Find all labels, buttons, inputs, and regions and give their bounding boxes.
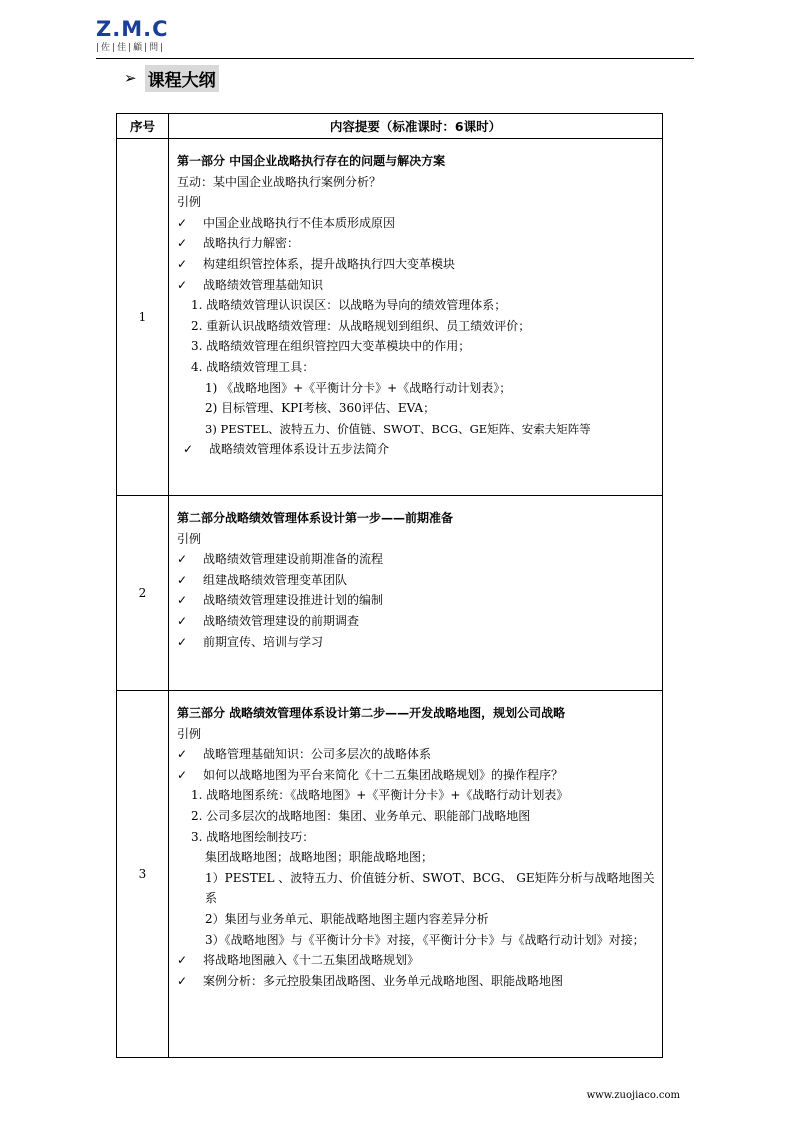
list-item: ✓ 战略绩效管理基础知识	[177, 275, 656, 296]
numbered-item: 4. 战略绩效管理工具：	[191, 359, 315, 374]
list-item: ✓ 中国企业战略执行不佳本质形成原因	[177, 213, 656, 234]
check-icon: ✓	[177, 613, 188, 628]
check-icon: ✓	[183, 442, 194, 457]
list-item: ✓ 如何以战略地图为平台来简化《十二五集团战略规划》的操作程序？	[177, 765, 656, 786]
check-icon: ✓	[177, 572, 188, 587]
check-icon: ✓	[177, 277, 188, 292]
tool-item: 3) PESTEL、波特五力、价值链、SWOT、BCG、GE矩阵、安索夫矩阵等	[205, 421, 591, 436]
header-content: 内容提要（标准课时：6课时）	[169, 114, 663, 139]
row-content	[169, 691, 663, 1058]
footer-url: www.zuojiaco.com	[586, 1090, 680, 1101]
row-content	[169, 139, 663, 496]
sub-item: 2）集团与业务单元、职能战略地图主题内容差异分析	[205, 911, 489, 926]
sub-item: 3）《战略地图》与《平衡计分卡》对接，《平衡计分卡》与《战略行动计划》对接；	[205, 932, 645, 947]
list-item: ✓ 案例分析：多元控股集团战略图、业务单元战略地图、职能战略地图	[177, 971, 656, 992]
numbered-item: 2. 重新认识战略绩效管理：从战略规划到组织、员工绩效评价；	[191, 318, 531, 333]
part-title: 第二部分战略绩效管理体系设计第一步——前期准备	[177, 511, 454, 525]
numbered-item: 3. 战略绩效管理在组织管控四大变革模块中的作用；	[191, 339, 471, 354]
table-header-row	[117, 114, 663, 139]
table-row	[117, 691, 663, 1058]
table-row	[117, 496, 663, 691]
numbered-item: 2. 公司多层次的战略地图：集团、业务单元、职能部门战略地图	[191, 808, 531, 823]
part-title: 第一部分 中国企业战略执行存在的问题与解决方案	[177, 154, 446, 168]
table-row	[117, 139, 663, 496]
list-item: ✓ 战略绩效管理建设推进计划的编制	[177, 590, 656, 611]
course-outline-table	[116, 113, 663, 1058]
row-content	[169, 496, 663, 691]
list-item: ✓ 战略绩效管理建设前期准备的流程	[177, 549, 656, 570]
row-number: 3	[117, 691, 169, 1058]
list-item: ✓ 战略执行力解密：	[177, 233, 656, 254]
list-item: ✓ 构建组织管控体系，提升战略执行四大变革模块	[177, 254, 656, 275]
check-icon: ✓	[177, 593, 188, 608]
check-icon: ✓	[177, 767, 188, 782]
section-heading	[124, 66, 219, 90]
list-item: ✓ 战略绩效管理建设的前期调查	[177, 611, 656, 632]
list-item: ✓ 前期宣传、培训与学习	[177, 632, 656, 653]
page-title: 课程大纲	[145, 65, 219, 92]
check-icon: ✓	[177, 634, 188, 649]
numbered-item: 3. 战略地图绘制技巧：	[191, 829, 315, 844]
list-item: ✓ 组建战略绩效管理变革团队	[177, 570, 656, 591]
intro-label: 引例	[177, 726, 202, 741]
arrow-bullet-icon: ➢	[124, 69, 137, 87]
logo-text: Z.M.C	[96, 17, 169, 41]
check-icon: ✓	[177, 953, 188, 968]
logo-subtext: |佐|佳|顧|問|	[96, 43, 166, 53]
sub-item: 集团战略地图；战略地图；职能战略地图；	[205, 850, 434, 865]
check-icon: ✓	[177, 236, 188, 251]
list-item: ✓ 将战略地图融入《十二五集团战略规划》	[177, 950, 656, 971]
check-icon: ✓	[177, 973, 188, 988]
intro-label: 引例	[177, 531, 202, 546]
list-item: ✓ 战略管理基础知识：公司多层次的战略体系	[177, 744, 656, 765]
part-title: 第三部分 战略绩效管理体系设计第二步——开发战略地图，规划公司战略	[177, 706, 566, 720]
numbered-item: 1. 战略绩效管理认识误区：以战略为导向的绩效管理体系；	[191, 298, 507, 313]
check-icon: ✓	[177, 215, 188, 230]
intro-label: 引例	[177, 195, 202, 210]
header-number: 序号	[117, 114, 169, 139]
sub-item: 1）PESTEL 、波特五力、价值链分析、SWOT、BCG、 GE矩阵分析与战略地图关系	[205, 870, 655, 906]
check-icon: ✓	[177, 256, 188, 271]
row-number: 2	[117, 496, 169, 691]
row-number: 1	[117, 139, 169, 496]
interaction-line: 互动：某中国企业战略执行案例分析？	[177, 174, 382, 189]
check-icon: ✓	[177, 747, 188, 762]
tool-item: 1) 《战略地图》+《平衡计分卡》+《战略行动计划表》；	[205, 380, 512, 395]
check-icon: ✓	[177, 552, 188, 567]
list-item: ✓ 战略绩效管理体系设计五步法简介	[177, 439, 656, 460]
company-logo	[96, 17, 170, 55]
numbered-item: 1. 战略地图系统：《战略地图》+《平衡计分卡》+《战略行动计划表》	[191, 788, 569, 803]
tool-item: 2) 目标管理、KPI考核、360评估、EVA；	[205, 401, 436, 416]
header-divider	[96, 58, 694, 59]
